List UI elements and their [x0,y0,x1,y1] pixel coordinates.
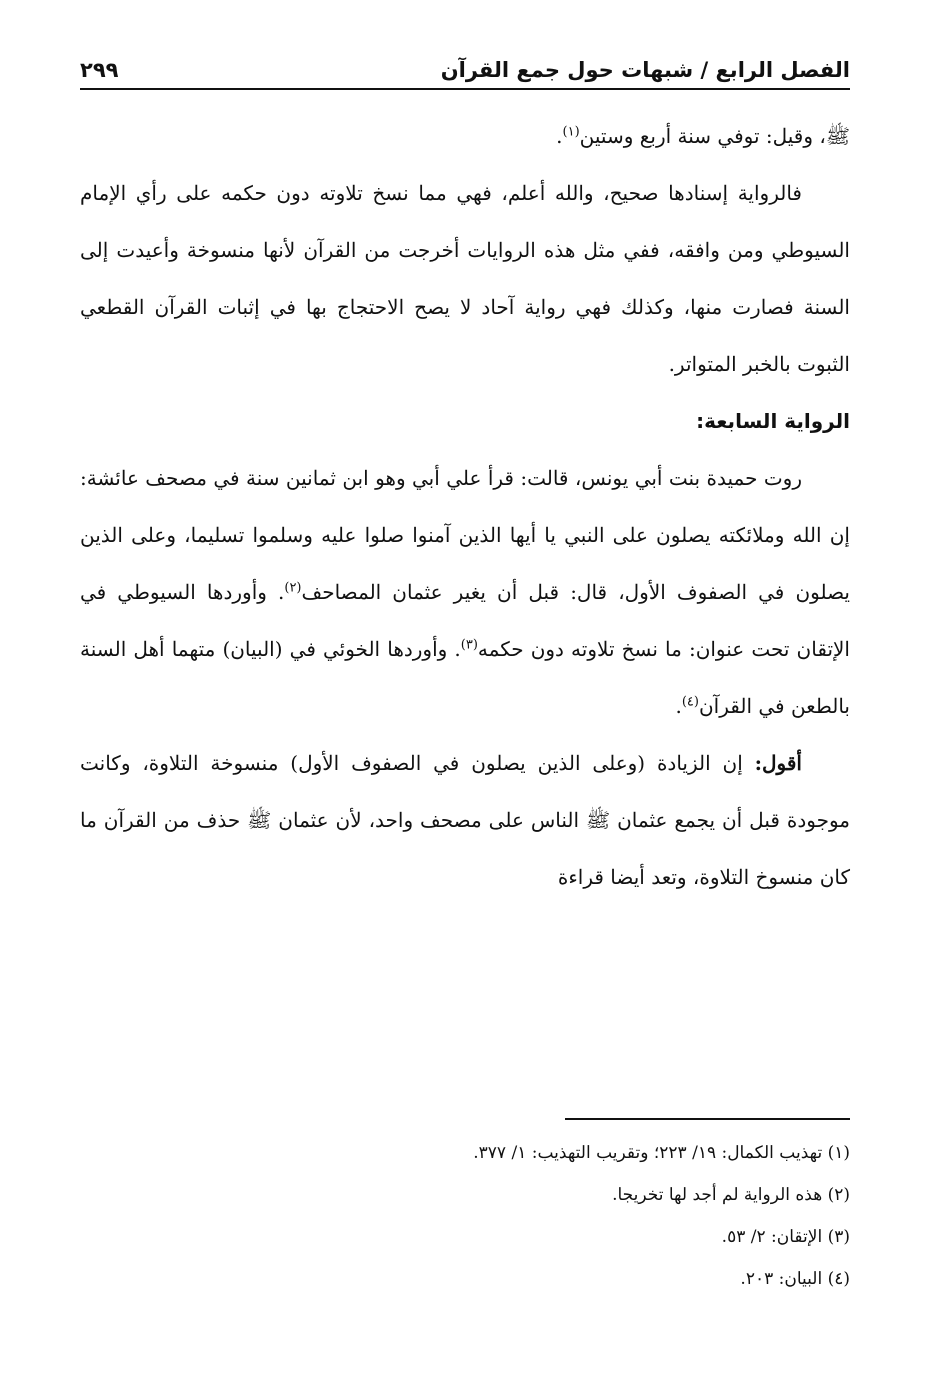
paragraph-commentary [80,735,850,906]
narration-text-1: روت حميدة بنت أبي يونس، قالت: قرأ علي أبي وهو ابن ثمانين سنة في مصحف عائشة: إن الله وملائكته يصلون على النبي يا أيها الذين آمنوا صلوا عليه وسلموا تسليما، وعلى الذين يصلون في الصفوف الأول، قال: قبل أن يغير عثمان المصاحف [80,466,850,604]
footnote-ref-4: (٤) [681,694,699,710]
section-heading: الرواية السابعة: [696,409,850,433]
page-number: ٢٩٩ [80,58,119,82]
footnote-ref-3: (٣) [460,637,478,653]
paragraph-narration [80,450,850,735]
paragraph-opening-end: . [556,124,563,148]
running-title: الفصل الرابع / شبهات حول جمع القرآن [440,58,850,82]
footnote-2: (٢) هذه الرواية لم أجد لها تخريجا. [612,1185,850,1205]
narration-text-3: . وأوردها الخوئي في (البيان) متهما أهل السنة بالطعن في القرآن [80,637,850,718]
footnotes [80,1132,850,1300]
commentary-lead: أقول: [754,751,802,775]
page-header [80,50,850,90]
footnote-4: (٤) البيان: ٢٠٣. [740,1269,850,1289]
footnote-separator [565,1118,850,1120]
paragraph-discussion: فالرواية إسنادها صحيح، والله أعلم، فهي مما نسخ تلاوته دون حكمه على رأي الإمام السيوطي ومن وافقه، ففي مثل هذه الروايات أخرجت من القرآن لأنها منسوخة وأعيدت إلى السنة فصارت منها، وكذلك فهي رواية آحاد لا يصح الاحتجاج بها في إثبات القرآن القطعي الثبوت بالخبر المتواتر. [80,181,850,376]
book-page [80,50,850,1350]
footnote-ref-1: (١) [562,124,580,140]
narration-text-4: . [675,694,682,718]
paragraph-opening-text: ﷺ، وقيل: توفي سنة أربع وستين [579,124,850,148]
narration-text-2: . وأوردها السيوطي في الإتقان تحت عنوان: ما نسخ تلاوته دون حكمه [80,580,850,661]
paragraph-opening [80,108,850,165]
footnote-3: (٣) الإتقان: ٢/ ٥٣. [721,1227,850,1247]
footnote-1: (١) تهذيب الكمال: ١٩/ ٢٢٣؛ وتقريب التهذيب: ١/ ٣٧٧. [473,1143,850,1163]
commentary-text: إن الزيادة (وعلى الذين يصلون في الصفوف الأول) منسوخة التلاوة، وكانت موجودة قبل أن يجمع عثمان ﷺ الناس على مصحف واحد، لأن عثمان ﷺ حذف من القرآن ما كان منسوخ التلاوة، وتعد أيضا قراءة [80,751,850,889]
main-text [80,108,850,906]
footnote-ref-2: (٢) [284,580,302,596]
